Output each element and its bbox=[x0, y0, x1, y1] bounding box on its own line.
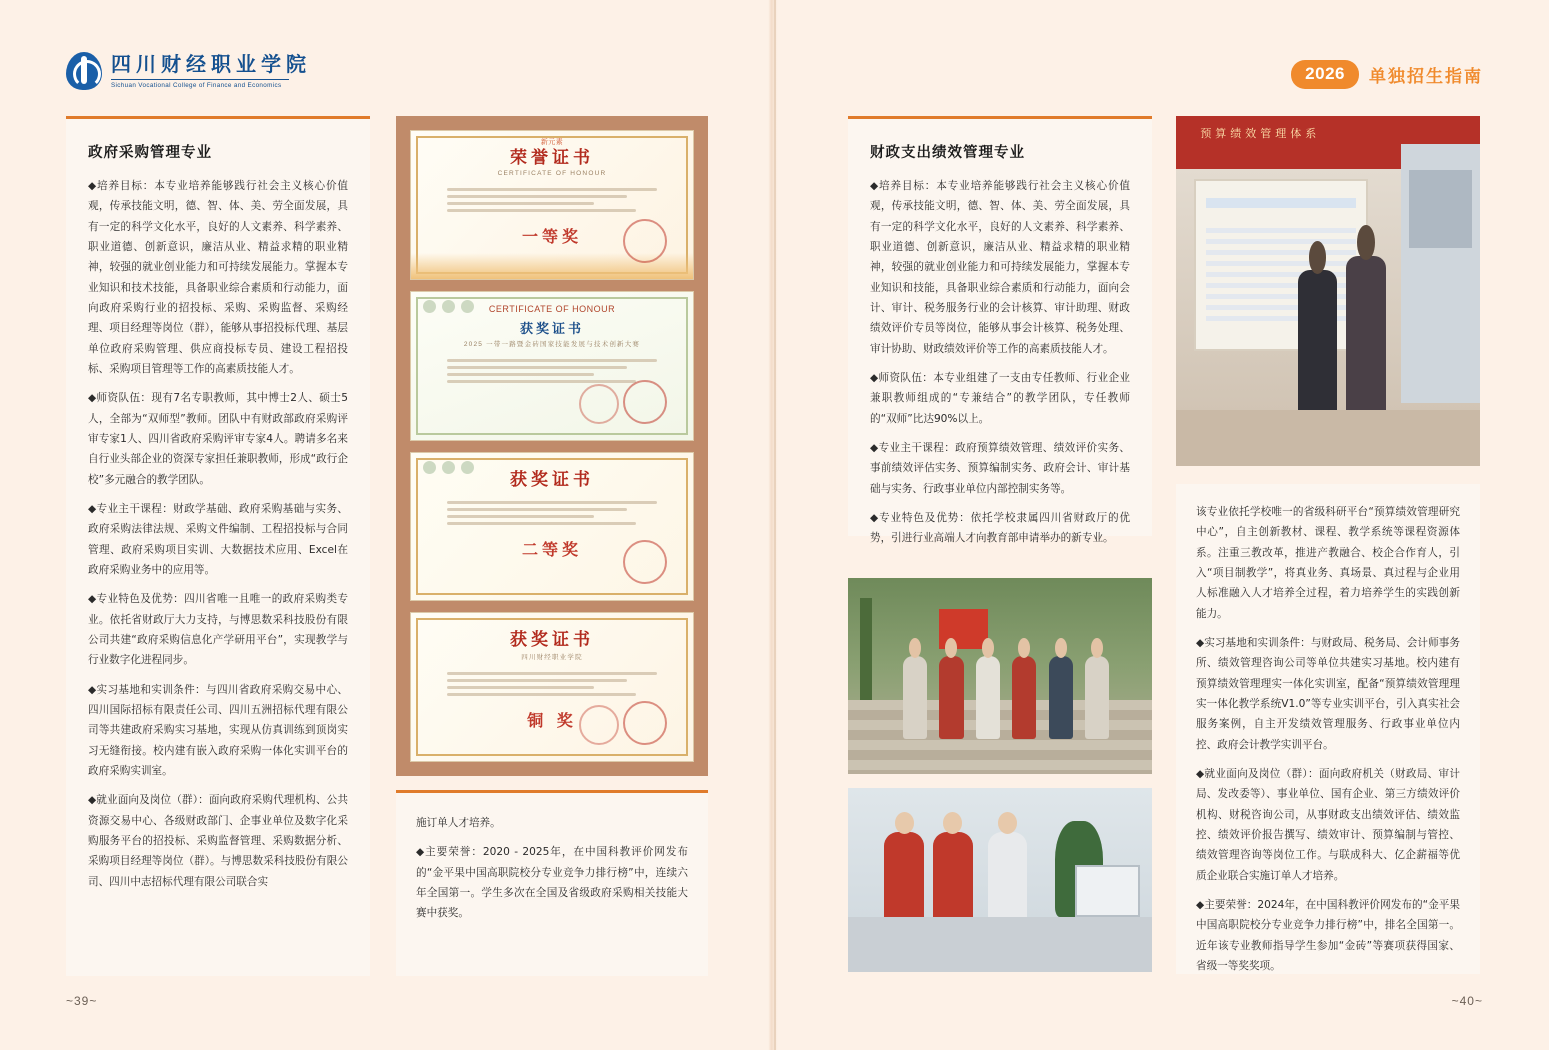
certificate-title: 获奖证书 bbox=[519, 321, 584, 337]
paragraph-courses: ◆专业主干课程：政府预算绩效管理、绩效评价实务、事前绩效评估实务、预算编制实务、政府会计、审计基础与实务、行政事业单位内部控制实务等。 bbox=[870, 441, 1130, 495]
logo-title-cn: 四川财经职业学院 bbox=[111, 51, 311, 76]
certificate-title: 获奖证书 bbox=[510, 469, 594, 490]
certificate-seal-icon bbox=[623, 380, 667, 424]
paragraph-practice-base: ◆实习基地和实训条件：与财政局、税务局、会计师事务所、绩效管理咨询公司等单位共建实习基地。校内建有预算绩效管理理实一体化实训室，配备“预算绩效管理理实一体化教学系统V1.0”等专业实训平台，引入真实社会服务案例，自主开发绩效管理服务、行政事业单位内控、政府会计教学实训平台。 bbox=[1196, 636, 1460, 751]
certificate-body-lines bbox=[447, 184, 657, 216]
paragraph-features: ◆专业特色及优势：依托学校隶属四川省财政厅的优势，引进行业高端人才向教育部申请举办的新专业。 bbox=[870, 511, 1130, 545]
paragraph-employment: ◆就业面向及岗位（群）：面向政府采购代理机构、公共资源交易中心、各级财政部门、企事业单位及数字化采购服务平台的招投标、采购监督管理、采购数据分析、采购项目经理等岗位（群）。与博思数采科技股份有限公司、四川中志招标代理有限公司联合实 bbox=[88, 794, 348, 888]
desk-counter bbox=[848, 917, 1152, 972]
certificate-award-second-prize bbox=[410, 452, 694, 602]
certificate-subtitle: CERTIFICATE OF HONOUR bbox=[497, 170, 607, 177]
logo-text bbox=[111, 53, 311, 90]
group-person bbox=[903, 656, 927, 738]
certificate-emblem-icons bbox=[423, 461, 474, 474]
corridor-banner-text: 预算绩效管理体系 bbox=[1200, 128, 1321, 141]
photo-service-desk bbox=[848, 788, 1152, 972]
photo-student-group bbox=[848, 578, 1152, 774]
certificate-subtitle: 四川财经职业学院 bbox=[521, 654, 583, 662]
certificate-seal-secondary-icon bbox=[579, 705, 619, 745]
certificate-seal-icon bbox=[623, 701, 667, 745]
photo-corridor-display-board bbox=[1176, 116, 1480, 466]
certificate-body-lines bbox=[447, 355, 657, 387]
logo-title-en: Sichuan Vocational College of Finance and Economics bbox=[111, 79, 289, 90]
certificate-title: 荣誉证书 bbox=[510, 148, 594, 168]
paragraph-objective: ◆培养目标：本专业培养能够践行社会主义核心价值观，传承技能文明，德、智、体、美、劳全面发展，具有一定的科学文化水平，良好的人文素养、科学素养、职业道德、创新意识，廉洁从业、精益求精的职业精神，较强的就业创业能力和可持续发展能力。掌握本专业知识和技术技能，具备职业综合素质和行动能力，面向政府采购行业的招投标、采购、采购监督、采购经理、项目经理等岗位（群），能够从事招投标代理、基层单位政府采购管理、供应商投标专员、建设工程招投标、采购项目管理等工作的高素质技能人才。 bbox=[88, 180, 348, 375]
right-article-column bbox=[848, 116, 1152, 545]
left-article-column bbox=[66, 116, 370, 976]
guide-label: 单独招生指南 bbox=[1369, 67, 1483, 87]
certificate-emblem-icons bbox=[423, 300, 474, 313]
corridor-right-wall bbox=[1401, 144, 1480, 403]
paragraph-practice-base: ◆实习基地和实训条件：与四川省政府采购交易中心、四川国际招标有限责任公司、四川五洲招标代理有限公司等共建政府采购实习基地，实现从仿真训练到顶岗实习无缝衔接。校内建有嵌入政府采购一体化实训平台的政府采购实训室。 bbox=[88, 683, 348, 777]
note-continuation: 施订单人才培养。 bbox=[416, 817, 501, 829]
certificate-award-level: 一等奖 bbox=[521, 227, 582, 246]
certificate-award-bronze bbox=[410, 612, 694, 762]
certificate-subtitle: 2025 一带一路暨金砖国家技能发展与技术创新大赛 bbox=[463, 340, 641, 348]
group-person bbox=[1049, 656, 1073, 738]
paragraph-employment: ◆就业面向及岗位（群）：面向政府机关（财政局、审计局、发改委等）、事业单位、国有企业、第三方绩效评价机构、财税咨询公司，从事财政支出绩效评估、绩效监控、绩效评价报告撰写、绩效审计、预算编制与管控、绩效管理咨询等岗位工作。与联成科大、亿企薪福等优质企业联合实施订单人才培养。 bbox=[1196, 767, 1460, 882]
certificate-award-level: 铜 奖 bbox=[527, 711, 577, 731]
group-person bbox=[976, 656, 1000, 738]
certificate-award-level: 二等奖 bbox=[521, 539, 582, 559]
certificate-honour-first-prize bbox=[410, 130, 694, 280]
note-honours: ◆主要荣誉：2020 - 2025年，在中国科教评价网发布的“金平果中国高职院校分专业竞争力排行榜”中，连续六年全国第一。学生多次在全国及省级政府采购相关技能大赛中获奖。 bbox=[416, 846, 688, 920]
certificate-head: CERTIFICATE OF HONOUR bbox=[488, 303, 616, 314]
certificate-title: 获奖证书 bbox=[510, 630, 594, 651]
paragraph-features: ◆专业特色及优势：四川省唯一且唯一的政府采购类专业。依托省财政厅大力支持，与博思数采科技股份有限公司共建“政府采购信息化产学研用平台”，实现教学与行业数字化进程同步。 bbox=[88, 593, 348, 667]
college-logo bbox=[66, 52, 311, 90]
certificate-body-lines bbox=[447, 497, 657, 529]
left-page-title: 政府采购管理专业 bbox=[88, 145, 212, 161]
certificate-seal-icon bbox=[623, 540, 667, 584]
certificate-body-lines bbox=[447, 668, 657, 700]
desk-background bbox=[848, 788, 1152, 972]
page-number-right: ~40~ bbox=[1451, 994, 1483, 1008]
desk-monitor bbox=[1075, 865, 1140, 917]
right-page-title: 财政支出绩效管理专业 bbox=[870, 145, 1025, 161]
group-background bbox=[848, 578, 1152, 774]
certificate-seal-icon bbox=[623, 219, 667, 263]
year-badge: 2026 bbox=[1291, 60, 1359, 89]
paragraph-faculty: ◆师资队伍：现有7名专职教师，其中博士2人、硕士5人，全部为“双师型”教师。团队中有财政部政府采购评审专家1人、四川省政府采购评审专家4人。聘请多名来自行业头部企业的资深专家担任兼职教师，形成“政行企校”多元融合的教学团队。 bbox=[88, 392, 348, 486]
right-side-text-column bbox=[1176, 484, 1480, 974]
paragraph-faculty: ◆师资队伍：本专业组建了一支由专任教师、行业企业兼职教师组成的“专兼结合”的教学团队，专任教师的“双师”比达90%以上。 bbox=[870, 371, 1130, 425]
certificate-seal-secondary-icon bbox=[579, 384, 619, 424]
page-gutter bbox=[774, 0, 776, 1050]
paragraph-honours: ◆主要荣誉：2024年，在中国科教评价网发布的“金平果中国高职院校分专业竞争力排行榜”中，排名全国第一。近年该专业教师指导学生参加“金砖”等赛项获得国家、省级一等奖奖项。 bbox=[1196, 898, 1460, 972]
group-person bbox=[1012, 656, 1036, 738]
group-person bbox=[1085, 656, 1109, 738]
certificate-logo: 新元素 bbox=[540, 139, 564, 146]
corridor-wall bbox=[1176, 116, 1480, 466]
paragraph-courses: ◆专业主干课程：财政学基础、政府采购基础与实务、政府采购法律法规、采购文件编制、工程招投标与合同管理、政府采购项目实训、大数据技术应用、Excel在政府采购业务中的应用等。 bbox=[88, 502, 348, 576]
paragraph-platform: 该专业依托学校唯一的省级科研平台“预算绩效管理研究中心”，自主创新教材、课程、教学系统等课程资源体系。注重三教改革，推进产教融合、校企合作育人，引入“项目制教学”，将真业务、真场景、真过程与企业用人标准融入人才培养全过程，着力培养学生的实践创新能力。 bbox=[1196, 506, 1460, 620]
logo-mark-icon bbox=[66, 52, 102, 90]
paragraph-objective: ◆培养目标：本专业培养能够践行社会主义核心价值观，传承技能文明，德、智、体、美、劳全面发展，具有一定的科学文化水平，良好的人文素养、科学素养、职业道德、创新意识，廉洁从业、精益求精的职业精神，较强的就业创业能力和可持续发展能力，掌握本专业知识和技能，具备职业综合素质和行动能力，面向会计、审计、税务服务行业的会计核算、审计助理、财政绩效评价专员等岗位，能够从事会计核算、税务处理、审计协助、财政绩效评价等工作的高素质技能人才。 bbox=[870, 180, 1130, 355]
corridor-display-board bbox=[1194, 179, 1368, 351]
left-note-column bbox=[396, 790, 708, 976]
page-number-left: ~39~ bbox=[66, 994, 98, 1008]
header-badge bbox=[1291, 60, 1483, 89]
group-person bbox=[939, 656, 963, 738]
corridor-floor bbox=[1176, 410, 1480, 466]
certificate-gallery bbox=[396, 116, 708, 776]
certificate-of-honour-english bbox=[410, 291, 694, 441]
